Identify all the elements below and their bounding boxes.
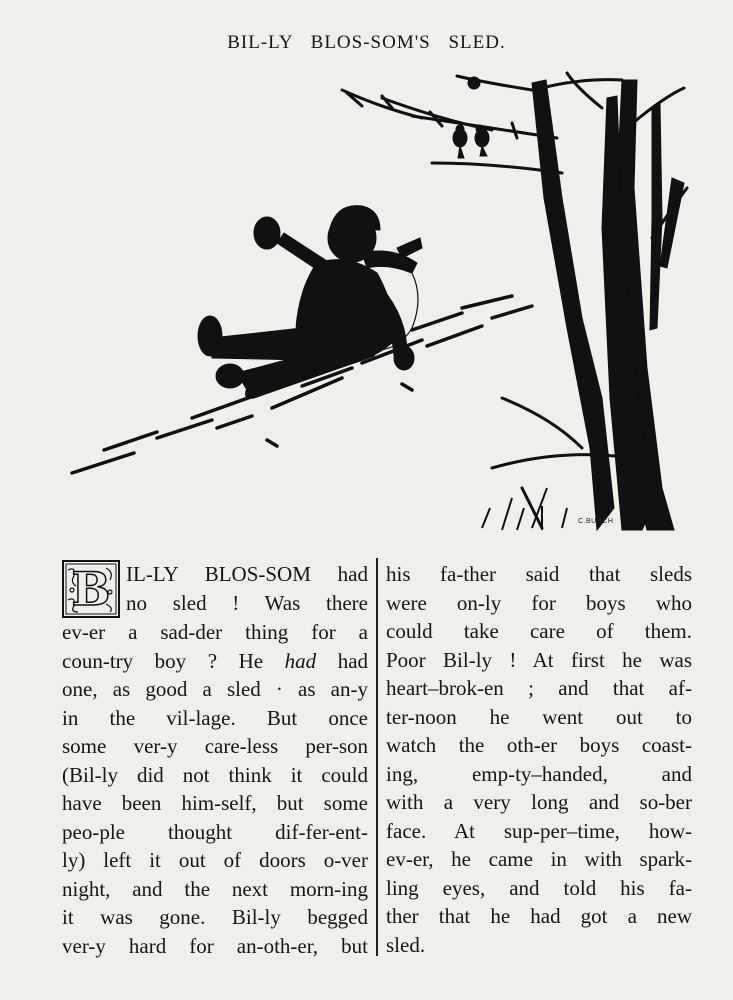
text-line: ther that he had got a new bbox=[386, 904, 692, 928]
text-line: in the vil-lage. But once bbox=[62, 705, 368, 730]
text-line: ling eyes, and told his fa- bbox=[386, 875, 692, 900]
silhouette-illustration bbox=[62, 68, 702, 548]
text-line: ly) left it out of doors o-ver bbox=[62, 848, 368, 872]
text-line: ev-er a sad-der thing for a bbox=[62, 620, 368, 644]
text-line: ev-er, he came in with spark- bbox=[386, 847, 692, 871]
column-divider bbox=[376, 558, 378, 956]
drop-cap bbox=[62, 560, 120, 618]
text-line: have been him-self, but some bbox=[62, 791, 368, 815]
right-text-column bbox=[386, 560, 692, 959]
tree-trunks bbox=[532, 80, 684, 530]
text-line: peo-ple thought dif-fer-ent- bbox=[62, 819, 368, 844]
page-title: BIL-LY BLOS-SOM'S SLED. bbox=[227, 32, 506, 53]
text-line: (Bil-ly did not think it could bbox=[62, 762, 368, 787]
text-line: ter-noon he went out to bbox=[386, 704, 692, 729]
text-fragment: coun-try boy ? He bbox=[62, 648, 264, 673]
text-line: heart–brok-en ; and that af- bbox=[386, 676, 692, 700]
drop-cap-letter: B bbox=[71, 562, 111, 616]
text-line: ing, emp-ty–handed, and bbox=[386, 761, 692, 786]
text-line: with a very long and so-ber bbox=[386, 790, 692, 814]
text-line: were on-ly for boys who bbox=[386, 590, 692, 615]
text-line: one, as good a sled · as an-y bbox=[62, 677, 368, 701]
text-line: no sled ! Was there bbox=[126, 590, 368, 615]
boy-on-sled-silhouette bbox=[198, 206, 422, 390]
birds-on-branch bbox=[453, 77, 489, 158]
text-line: it was gone. Bil-ly begged bbox=[62, 905, 368, 929]
text-line-with-emphasis bbox=[62, 647, 368, 676]
left-text-column bbox=[62, 560, 368, 960]
text-line: watch the oth-er boys coast- bbox=[386, 733, 692, 757]
text-line: IL-LY BLOS-SOM had bbox=[126, 562, 368, 586]
text-fragment: had bbox=[337, 648, 369, 673]
text-line: some ver-y care-less per-son bbox=[62, 734, 368, 758]
text-line: ver-y hard for an-oth-er, but bbox=[62, 933, 368, 958]
text-line: Poor Bil-ly ! At first he was bbox=[386, 647, 692, 672]
text-line: face. At sup-per–time, how- bbox=[386, 818, 692, 843]
emphasized-word: had bbox=[284, 648, 317, 673]
text-line: sled. bbox=[386, 932, 426, 957]
text-line: night, and the next morn-ing bbox=[62, 876, 368, 901]
text-line: could take care of them. bbox=[386, 619, 692, 643]
artist-signature: C.BURCH bbox=[578, 518, 614, 525]
text-line: his fa-ther said that sleds bbox=[386, 562, 692, 586]
